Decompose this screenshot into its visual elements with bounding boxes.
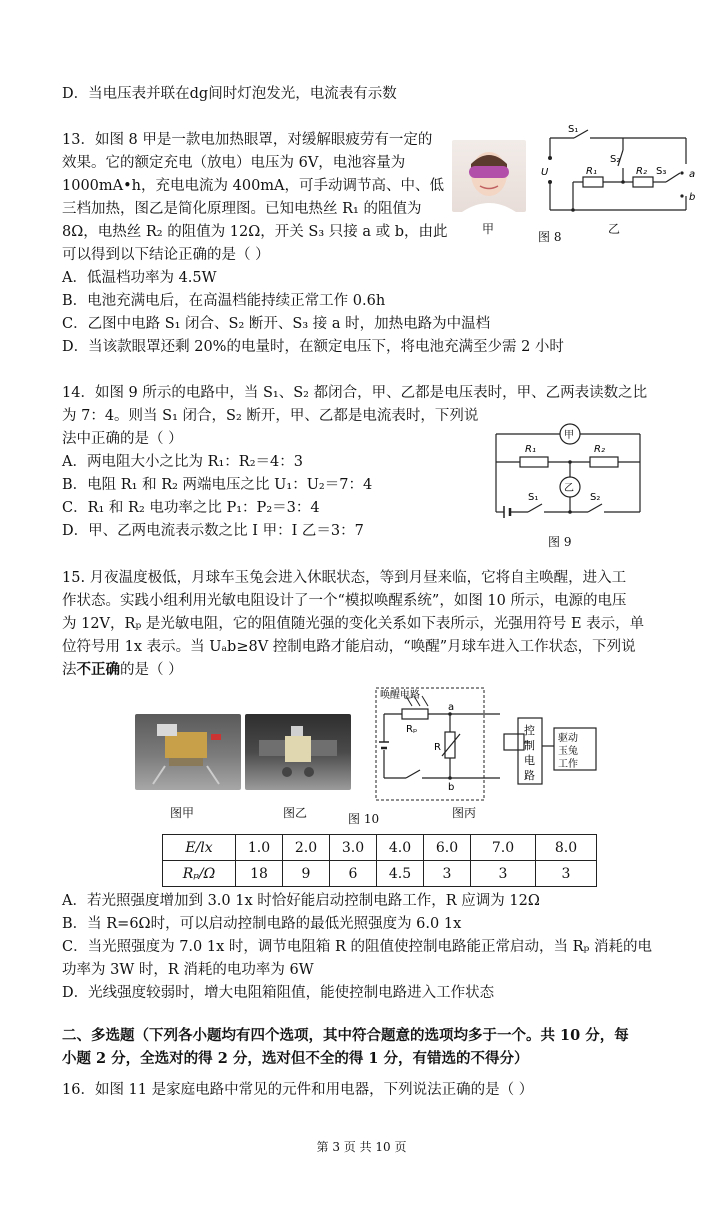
table-cell: 3: [536, 861, 597, 887]
page-footer: 第 3 页 共 10 页: [316, 1140, 407, 1154]
q13-line: 8Ω，电热丝 R₂ 的阻值为 12Ω，开关 S₃ 只接 a 或 b，由此: [62, 224, 448, 240]
table-cell: 1.0: [236, 835, 283, 861]
fig8-u-label: U: [541, 167, 549, 178]
q13-option-b: B．电池充满电后，在高温档能持续正常工作 0.6h: [62, 293, 386, 309]
fig9-meter-yi: 乙: [564, 483, 574, 494]
fig8-yi-label: 乙: [608, 222, 621, 236]
resistor-r-label: R: [434, 742, 441, 753]
control-circuit-char: 电: [524, 754, 535, 767]
q16-stem: 16．如图 11 是家庭电路中常见的元件和用电器，下列说法正确的是（ ）: [62, 1082, 534, 1098]
fig9-caption: 图 9: [548, 535, 572, 549]
fig8-s2-label: S₂: [610, 154, 621, 165]
fig8-jia-label: 甲: [482, 222, 495, 236]
table-row: [163, 835, 597, 861]
fig8-circuit: [538, 120, 708, 220]
drive-label: 玉兔: [558, 746, 578, 757]
fig10-caption: 图 10: [348, 812, 380, 826]
fig8-r2-label: R₂: [636, 166, 647, 177]
table-cell: 9: [283, 861, 330, 887]
q13-option-a: A．低温档功率为 4.5W: [62, 270, 217, 286]
table-cell: 3.0: [330, 835, 377, 861]
lunar-lander-photo: [135, 714, 241, 790]
q12-option-d: D．当电压表并联在dg间时灯泡发光，电流表有示数: [62, 86, 397, 102]
wake-circuit-diagram: [370, 686, 610, 806]
q13-option-d: D．当该款眼罩还剩 20%的电量时，在额定电压下，将电池充满至少需 2 小时: [62, 339, 564, 355]
fig9-s2-label: S₂: [590, 492, 601, 503]
q15-line: 位符号用 1x 表示。当 Uₐb≥8V 控制电路才能启动，“唤醒”月球车进入工作状态，下列说: [62, 639, 636, 655]
q13-line: 13．如图 8 甲是一款电加热眼罩，对缓解眼疲劳有一定的: [62, 132, 433, 148]
eye-mask-photo: [452, 140, 526, 212]
q15-option-c-cont: 功率为 3W 时，R 消耗的电功率为 6W: [62, 962, 314, 978]
fig9-s1-label: S₁: [528, 492, 539, 503]
q14-option-a: A．两电阻大小之比为 R₁：R₂＝4：3: [62, 454, 303, 470]
node-a-label: a: [448, 702, 455, 713]
fig8-b-label: b: [689, 192, 696, 203]
fig10-bing-caption: 图丙: [452, 806, 477, 820]
table-cell: 6.0: [424, 835, 471, 861]
q13-line: 可以得到以下结论正确的是（ ）: [62, 247, 270, 263]
q15-line-5: 法不正确的是（ ）: [62, 661, 183, 678]
fig8-caption: 图 8: [538, 230, 562, 244]
q14-option-c: C．R₁ 和 R₂ 电功率之比 P₁：P₂＝3：4: [62, 500, 320, 516]
fig9-meter-jia: 甲: [564, 430, 574, 441]
q15-line: 作状态。实践小组利用光敏电阻设计了一个“模拟唤醒系统”，如图 10 所示，电源的电压: [62, 593, 627, 609]
control-circuit-char: 制: [524, 739, 535, 752]
table-cell: 3: [424, 861, 471, 887]
q14-line: 14．如图 9 所示的电路中，当 S₁、S₂ 都闭合，甲、乙都是电压表时，甲、乙两表读数之比: [62, 385, 648, 401]
fig9-r2-label: R₂: [594, 444, 605, 455]
drive-label: 工作: [558, 759, 578, 770]
fig10-yi-caption: 图乙: [283, 806, 308, 820]
not-correct-emphasis: 不正确: [76, 661, 120, 678]
table-cell: 7.0: [471, 835, 536, 861]
table-cell: 4.5: [377, 861, 424, 887]
drive-label: 驱动: [558, 733, 578, 744]
q13-line: 三档加热，图乙是简化原理图。已知电热丝 R₁ 的阻值为: [62, 201, 422, 217]
table-header-rp: Rₚ/Ω: [163, 861, 236, 887]
fig8-a-label: a: [689, 169, 696, 180]
table-cell: 3: [471, 861, 536, 887]
table-row: [163, 861, 597, 887]
q14-option-d: D．甲、乙两电流表示数之比 I 甲：I 乙＝3：7: [62, 523, 364, 539]
rp-label: Rₚ: [406, 724, 418, 735]
fig9-circuit: [490, 420, 650, 520]
q15-line: 15. 月夜温度极低，月球车玉兔会进入休眠状态，等到月昼来临，它将自主唤醒，进入工: [62, 570, 627, 586]
light-resistance-table: [162, 834, 597, 887]
table-cell: 18: [236, 861, 283, 887]
q14-option-b: B．电阻 R₁ 和 R₂ 两端电压之比 U₁：U₂＝7：4: [62, 477, 373, 493]
q13-line: 1000mA•h，充电电流为 400mA，可手动调节高、中、低: [62, 178, 445, 194]
section-heading-cont: 小题 2 分，全选对的得 2 分，选对但不全的得 1 分，有错选的不得分）: [62, 1050, 529, 1067]
fig9-r1-label: R₁: [525, 444, 536, 455]
table-cell: 8.0: [536, 835, 597, 861]
section-heading: 二、多选题（下列各小题均有四个选项，其中符合题意的选项均多于一个。共 10 分，每: [62, 1027, 629, 1044]
q14-line: 为 7：4。则当 S₁ 闭合，S₂ 断开，甲、乙都是电流表时，下列说: [62, 408, 479, 424]
q15-option-a: A．若光照强度增加到 3.0 1x 时恰好能启动控制电路工作，R 应调为 12Ω: [62, 893, 540, 909]
fig10-jia-caption: 图甲: [170, 806, 195, 820]
q14-line: 法中正确的是（ ）: [62, 431, 183, 447]
yutu-rover-photo: [245, 714, 351, 790]
q13-option-c: C．乙图中电路 S₁ 闭合、S₂ 断开、S₃ 接 a 时，加热电路为中温档: [62, 316, 491, 332]
control-circuit-char: 控: [524, 724, 535, 737]
fig8-s1-label: S₁: [568, 124, 579, 135]
table-cell: 6: [330, 861, 377, 887]
fig8-r1-label: R₁: [586, 166, 597, 177]
table-header-e: E/lx: [163, 835, 236, 861]
q15-option-c: C．当光照强度为 7.0 1x 时，调节电阻箱 R 的阻值使控制电路能正常启动，当 Rₚ 消耗的电: [62, 939, 652, 955]
table-cell: 2.0: [283, 835, 330, 861]
q15-option-d: D．光线强度较弱时，增大电阻箱阻值，能使控制电路进入工作状态: [62, 985, 495, 1001]
q15-option-b: B．当 R=6Ω时，可以启动控制电路的最低光照强度为 6.0 1x: [62, 916, 462, 932]
control-circuit-char: 路: [524, 769, 535, 782]
fig8-s3-label: S₃: [656, 166, 667, 177]
node-b-label: b: [448, 782, 455, 793]
q13-line: 效果。它的额定充电（放电）电压为 6V，电池容量为: [62, 155, 406, 171]
wake-circuit-label: 唤醒电路: [380, 690, 420, 701]
table-cell: 4.0: [377, 835, 424, 861]
q15-line: 为 12V，Rₚ 是光敏电阻，它的阻值随光强的变化关系如下表所示，光强用符号 E 表示，单: [62, 616, 645, 632]
